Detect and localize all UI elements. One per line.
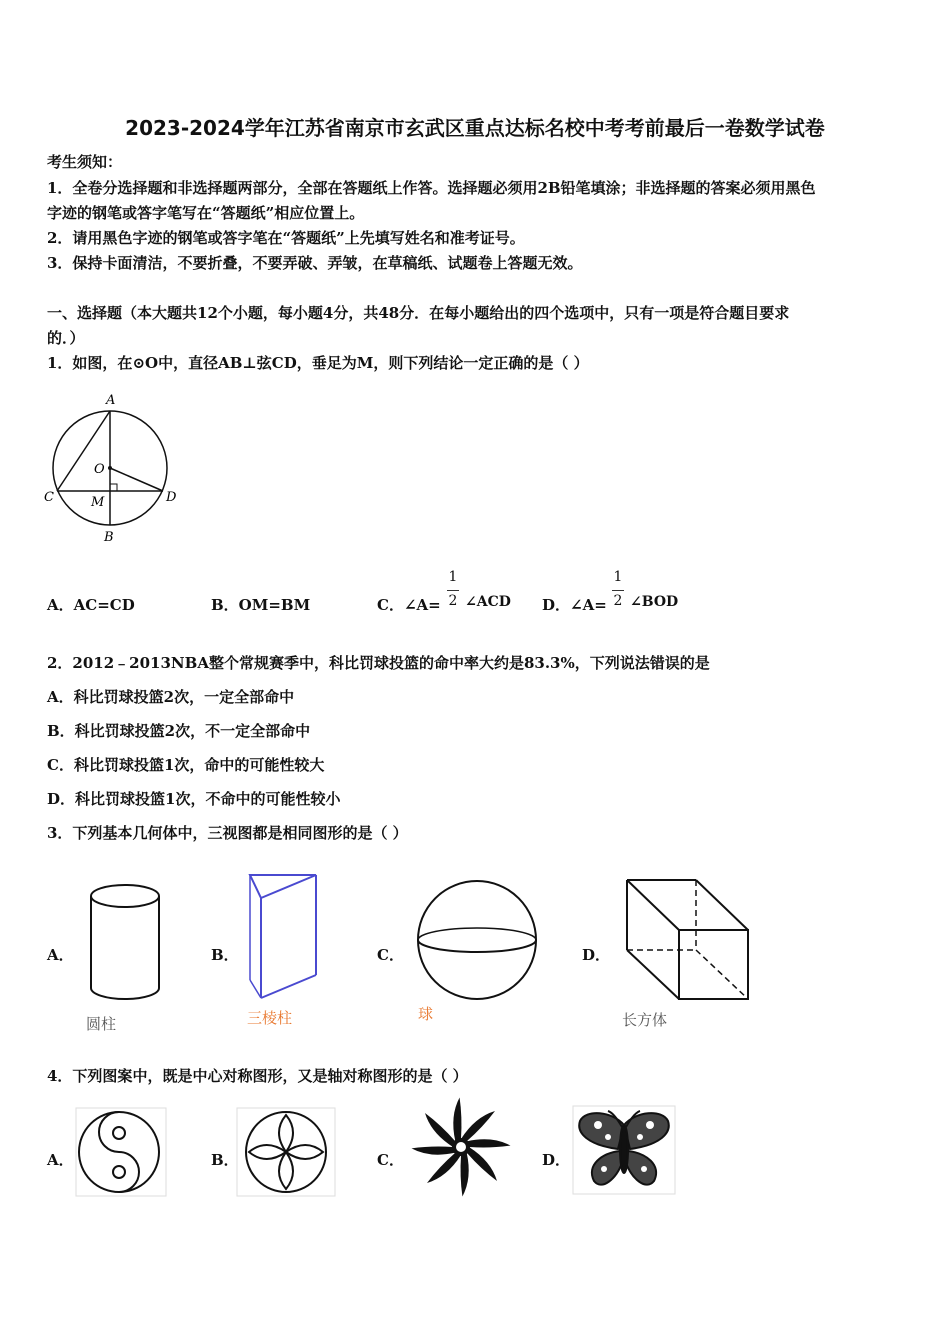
caption-prism: 三棱柱 — [247, 1009, 293, 1027]
caption-sphere: 球 — [418, 1005, 434, 1023]
q4-option-d[interactable]: D． — [542, 1151, 571, 1169]
q1-option-d[interactable]: D．∠A= — [542, 596, 607, 614]
sphere-figure — [412, 875, 542, 1005]
fraction-bar — [447, 590, 459, 591]
notice-item: 3．保持卡面清洁，不要折叠，不要弄破、弄皱，在草稿纸、试题卷上答题无效。 — [47, 254, 583, 272]
caption-cylinder: 圆柱 — [86, 1015, 117, 1033]
q3-option-c[interactable]: C． — [377, 946, 404, 964]
question-1-stem: 1．如图，在⊙O中，直径AB⊥弦CD，垂足为M，则下列结论一定正确的是（ ） — [47, 354, 589, 372]
triangular-prism-figure — [246, 870, 326, 1000]
q2-option-b[interactable]: B．科比罚球投篮2次，不一定全部命中 — [47, 722, 311, 740]
circle-figure — [40, 393, 180, 543]
fraction-denominator: 2 — [448, 593, 458, 609]
label-o: O — [94, 462, 105, 477]
label-b: B — [104, 530, 114, 545]
cuboid-figure — [624, 875, 754, 1005]
pinwheel-flower-pattern — [406, 1100, 516, 1195]
butterfly-pattern — [572, 1105, 676, 1195]
q1-option-c[interactable]: C．∠A= — [377, 596, 441, 614]
q4-option-c[interactable]: C． — [377, 1151, 404, 1169]
q1-option-c-rest: ∠ACD — [465, 594, 511, 610]
label-d: D — [166, 490, 177, 505]
caption-cuboid: 长方体 — [622, 1011, 668, 1029]
q3-option-b[interactable]: B． — [211, 946, 239, 964]
notice-item: 1．全卷分选择题和非选择题两部分，全部在答题纸上作答。选择题必须用2B铅笔填涂；非选择题的答案必须用黑色 — [47, 179, 816, 197]
q3-option-a[interactable]: A． — [47, 946, 74, 964]
q1-option-d-rest: ∠BOD — [630, 594, 679, 610]
notice-heading: 考生须知： — [47, 153, 123, 171]
q3-option-d[interactable]: D． — [582, 946, 611, 964]
label-c: C — [44, 490, 54, 505]
q2-option-c[interactable]: C．科比罚球投篮1次，命中的可能性较大 — [47, 756, 325, 774]
section-heading-cont: 的．） — [47, 329, 85, 347]
question-2-stem: 2．2012﹣2013NBA整个常规赛季中，科比罚球投篮的命中率大约是83.3%，下列说法错误的是 — [47, 654, 710, 672]
page-title: 2023-2024学年江苏省南京市玄武区重点达标名校中考考前最后一卷数学试卷 — [125, 116, 825, 140]
q2-option-d[interactable]: D．科比罚球投篮1次，不命中的可能性较小 — [47, 790, 341, 808]
cylinder-figure — [85, 882, 165, 1007]
q1-option-a[interactable]: A．AC=CD — [47, 596, 135, 614]
fraction-denominator: 2 — [613, 593, 623, 609]
label-a: A — [106, 393, 116, 408]
question-4-stem: 4．下列图案中，既是中心对称图形，又是轴对称图形的是（ ） — [47, 1067, 468, 1085]
yin-yang-pattern — [75, 1107, 167, 1197]
four-petal-pattern — [236, 1107, 336, 1197]
notice-item: 2．请用黑色字迹的钢笔或答字笔在“答题纸”上先填写姓名和准考证号。 — [47, 229, 525, 247]
notice-item: 字迹的钢笔或答字笔写在“答题纸”相应位置上。 — [47, 204, 365, 222]
fraction-bar — [612, 590, 624, 591]
label-m: M — [91, 495, 105, 510]
question-3-stem: 3．下列基本几何体中，三视图都是相同图形的是（ ） — [47, 824, 408, 842]
q1-option-b[interactable]: B．OM=BM — [211, 596, 311, 614]
q4-option-b[interactable]: B． — [211, 1151, 239, 1169]
fraction-numerator: 1 — [448, 569, 458, 585]
q4-option-a[interactable]: A． — [47, 1151, 74, 1169]
section-heading: 一、选择题（本大题共12个小题，每小题4分，共48分．在每小题给出的四个选项中，只有一项是符合题目要求 — [47, 304, 790, 322]
q2-option-a[interactable]: A．科比罚球投篮2次，一定全部命中 — [47, 688, 295, 706]
fraction-numerator: 1 — [613, 569, 623, 585]
